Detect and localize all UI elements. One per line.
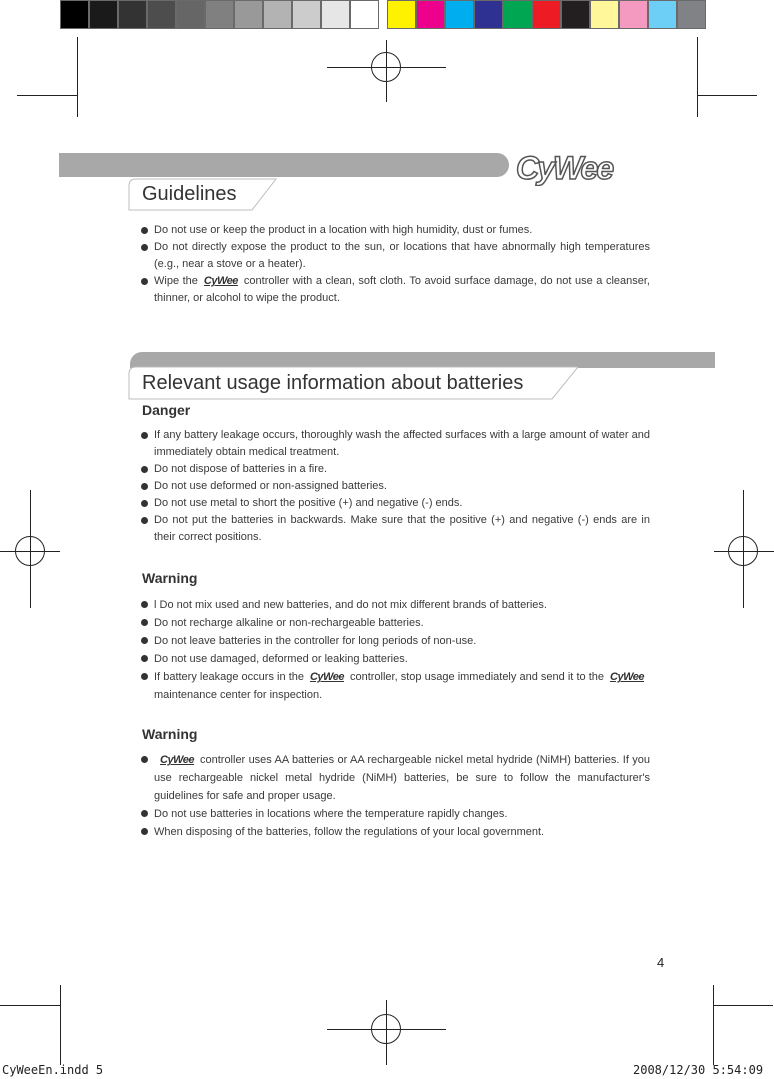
color-swatch <box>590 0 619 29</box>
list-item: Do not dispose of batteries in a fire. <box>141 461 650 478</box>
color-swatches <box>60 0 706 31</box>
color-swatch <box>60 0 89 29</box>
color-swatch <box>147 0 176 29</box>
color-swatch <box>416 0 445 29</box>
color-swatch <box>89 0 118 29</box>
list-item: Do not use deformed or non-assigned batteries. <box>141 478 650 495</box>
list-item: When disposing of the batteries, follow the regulations of your local government. <box>141 823 650 841</box>
section-bar <box>59 153 509 177</box>
color-swatch <box>118 0 147 29</box>
color-swatch <box>619 0 648 29</box>
registration-mark <box>15 536 45 566</box>
crop-mark <box>60 985 61 1065</box>
list-item <box>141 668 650 704</box>
color-swatch <box>234 0 263 29</box>
crop-mark <box>0 1005 60 1006</box>
registration-mark <box>728 536 758 566</box>
color-swatch <box>176 0 205 29</box>
list-item: Do not use or keep the product in a location with high humidity, dust or fumes. <box>141 222 650 239</box>
cywee-logo-inline: CyWee <box>309 671 344 683</box>
text: Wipe the <box>154 275 198 287</box>
color-swatch <box>387 0 416 29</box>
footer-datetime: 2008/12/30 5:54:09 <box>633 1063 764 1077</box>
footer-filename: CyWeeEn.indd 5 <box>2 1063 104 1077</box>
text: maintenance center for inspection. <box>154 689 323 701</box>
crop-mark <box>713 1005 773 1006</box>
registration-mark <box>371 52 401 82</box>
crop-mark <box>17 95 77 96</box>
color-swatch <box>263 0 292 29</box>
color-swatch <box>648 0 677 29</box>
guidelines-title: Guidelines <box>142 183 237 205</box>
list-item: Do not leave batteries in the controller for long periods of non-use. <box>141 632 650 650</box>
list-item: Do not recharge alkaline or non-rechargeable batteries. <box>141 614 650 632</box>
warning-list <box>141 751 650 841</box>
danger-list <box>141 427 650 546</box>
cywee-logo <box>512 150 652 186</box>
list-item: Do not put the batteries in backwards. Make sure that the positive (+) and negative (-) ends are in their correct positions. <box>141 512 650 546</box>
color-swatch <box>350 0 379 29</box>
batteries-title: Relevant usage information about batteries <box>142 372 524 394</box>
color-swatch <box>205 0 234 29</box>
warning-title: Warning <box>142 570 198 586</box>
list-item <box>141 751 650 805</box>
list-item: Do not use metal to short the positive (+) and negative (-) ends. <box>141 495 650 512</box>
list-item: Do not use damaged, deformed or leaking batteries. <box>141 650 650 668</box>
cywee-logo-inline: CyWee <box>160 754 194 766</box>
crop-mark <box>697 37 698 117</box>
text: controller uses AA batteries or AA rechargeable nickel metal hydride (NiMH) batteries. If you use rechargeable nickel metal hydride (NiMH) batteries, be sure to follow the manufacturer's guidelines for safe and proper usage. <box>154 754 650 802</box>
text: controller, stop usage immediately and send it to the <box>349 671 605 683</box>
warning-list <box>141 596 650 704</box>
text: If battery leakage occurs in the <box>154 671 304 683</box>
danger-title: Danger <box>142 402 191 418</box>
text: controller with a clean, soft cloth. To avoid surface damage, do not use a cleanser, thinner, or alcohol to wipe the product. <box>154 275 650 304</box>
cywee-logo-text: CyWee <box>516 150 613 186</box>
color-swatch <box>561 0 590 29</box>
list-item: Do not directly expose the product to the sun, or locations that have abnormally high temperatures (e.g., near a stove or a heater). <box>141 239 650 273</box>
color-swatch <box>503 0 532 29</box>
color-swatch <box>292 0 321 29</box>
list-item: l Do not mix used and new batteries, and do not mix different brands of batteries. <box>141 596 650 614</box>
warning-title: Warning <box>142 726 198 742</box>
cywee-logo-inline: CyWee <box>610 671 644 683</box>
list-item <box>141 273 650 307</box>
color-swatch <box>474 0 503 29</box>
color-swatch <box>321 0 350 29</box>
color-swatch <box>532 0 561 29</box>
list-item: Do not use batteries in locations where the temperature rapidly changes. <box>141 805 650 823</box>
crop-mark <box>713 985 714 1065</box>
guidelines-list <box>141 222 650 307</box>
page-number: 4 <box>657 955 665 970</box>
crop-mark <box>77 37 78 117</box>
registration-mark <box>371 1014 401 1044</box>
color-swatch <box>677 0 706 29</box>
crop-mark <box>697 95 757 96</box>
color-swatch <box>445 0 474 29</box>
list-item: If any battery leakage occurs, thoroughly wash the affected surfaces with a large amount of water and immediately obtain medical treatment. <box>141 427 650 461</box>
cywee-logo-inline: CyWee <box>203 275 238 287</box>
